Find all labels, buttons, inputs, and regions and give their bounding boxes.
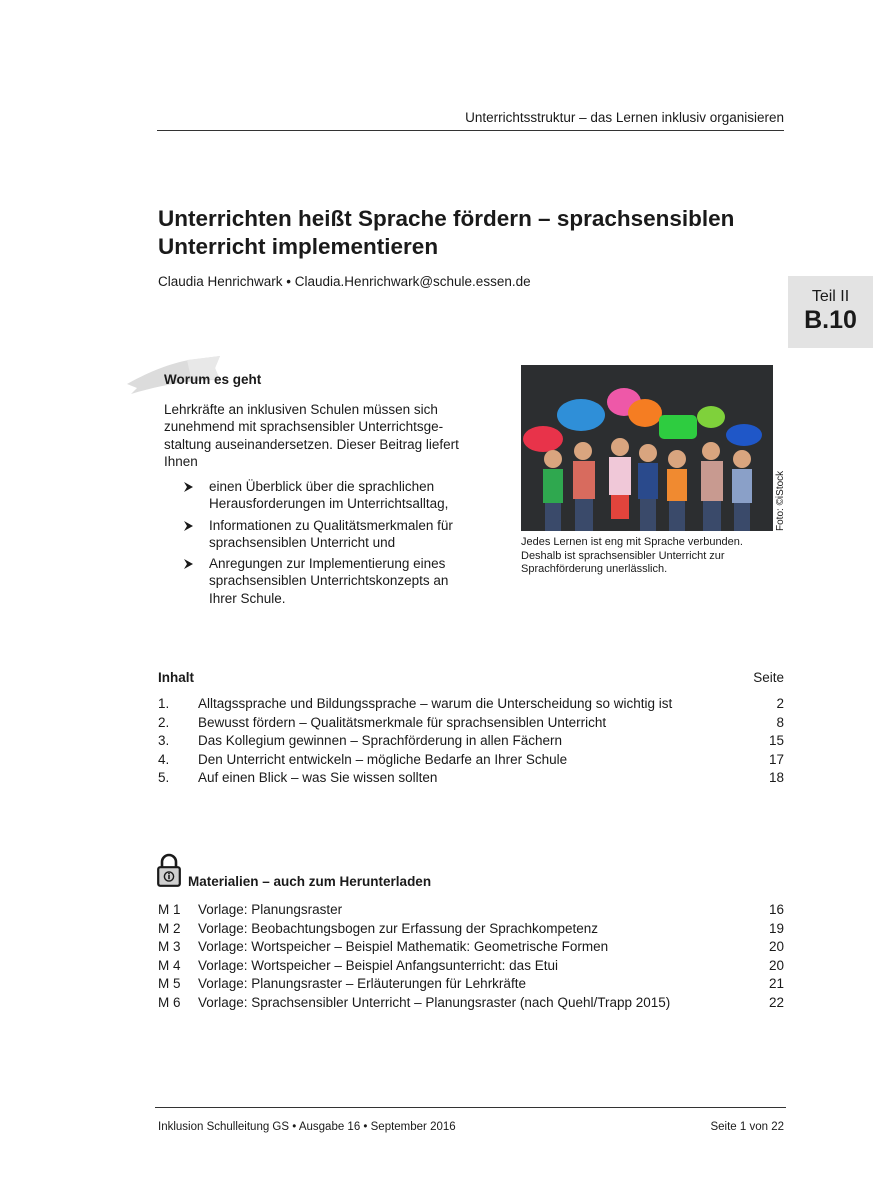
- worum-heading: Worum es geht: [164, 372, 262, 387]
- article-title-line-2: Unterricht implementieren: [158, 234, 439, 259]
- toc-row: [158, 752, 784, 771]
- toc-number: 3.: [158, 733, 170, 748]
- photo-credit: Foto: ©iStock: [775, 470, 786, 531]
- material-number: M 3: [158, 939, 181, 954]
- children-speech-bubbles-photo: [521, 365, 773, 531]
- material-row: [158, 995, 784, 1014]
- material-page: 20: [768, 939, 784, 954]
- toc-page: 18: [768, 770, 784, 785]
- toc-row: [158, 733, 784, 752]
- material-row: [158, 958, 784, 977]
- arrow-bullet-icon: [184, 521, 193, 531]
- toc-title: Alltagssprache und Bildungssprache – warum die Unterscheidung so wichtig ist: [198, 696, 673, 711]
- section-tab-code: B.10: [804, 306, 857, 334]
- material-title: Vorlage: Sprachsensibler Unterricht – Planungsraster (nach Quehl/Trapp 2015): [198, 994, 671, 1010]
- materials-list: [158, 902, 784, 1013]
- material-title: Vorlage: Planungsraster: [198, 902, 343, 917]
- footer-divider: [155, 1107, 786, 1108]
- list-item: [184, 478, 474, 513]
- material-title: Vorlage: Beobachtungsbogen zur Erfassung der Sprachkompetenz: [198, 920, 599, 936]
- contents-heading: Inhalt: [158, 670, 194, 685]
- material-row: [158, 939, 784, 958]
- toc-number: 2.: [158, 714, 170, 730]
- material-page: 20: [768, 957, 784, 973]
- material-row: [158, 921, 784, 940]
- contents-page-label: Seite: [753, 670, 784, 685]
- arrow-bullet-icon: [184, 559, 193, 569]
- intro-paragraph: Lehrkräfte an inklusiven Schulen müssen sich zunehmend mit sprachsensibler Unterrichtsge-staltung auseinandersetzen. Dieser Beitrag liefert Ihnen: [164, 402, 459, 469]
- toc-row: [158, 696, 784, 715]
- material-page: 19: [768, 920, 784, 936]
- toc-title: Auf einen Blick – was Sie wissen sollten: [198, 770, 438, 785]
- toc-number: 1.: [158, 696, 170, 711]
- list-item: [184, 555, 474, 607]
- material-row: [158, 976, 784, 995]
- table-of-contents: [158, 696, 784, 789]
- footer-page-number: Seite 1 von 22: [710, 1121, 784, 1133]
- learning-goals-list: [184, 478, 474, 611]
- list-item: [184, 517, 474, 552]
- toc-row: [158, 715, 784, 734]
- list-item-text: Anregungen zur Implementierung eines sprachsensiblen Unterrichtskonzepts an Ihrer Schule.: [209, 556, 449, 606]
- arrow-bullet-icon: [184, 482, 193, 492]
- list-item-text: Informationen zu Qualitätsmerkmalen für sprachsensiblen Unterricht und: [209, 517, 453, 550]
- material-number: M 5: [158, 976, 181, 991]
- material-number: M 2: [158, 920, 181, 936]
- footer-publication: Inklusion Schulleitung GS • Ausgabe 16 • September 2016: [158, 1121, 456, 1133]
- materials-heading: Materialien – auch zum Herunterladen: [188, 874, 432, 889]
- toc-page: 15: [768, 733, 784, 748]
- toc-title: Das Kollegium gewinnen – Sprachförderung in allen Fächern: [198, 733, 562, 748]
- material-title: Vorlage: Wortspeicher – Beispiel Anfangsunterricht: das Etui: [198, 957, 558, 973]
- running-header: Unterrichtsstruktur – das Lernen inklusiv organisieren: [465, 110, 784, 125]
- photo-illustration: [521, 365, 773, 531]
- toc-title: Den Unterricht entwickeln – mögliche Bedarfe an Ihrer Schule: [198, 751, 568, 767]
- material-page: 21: [768, 976, 784, 991]
- toc-page: 17: [768, 751, 784, 767]
- material-page: 22: [768, 994, 784, 1010]
- section-tab-label: Teil II: [811, 288, 850, 305]
- material-number: M 6: [158, 994, 181, 1010]
- material-page: 16: [768, 902, 784, 917]
- lock-icon: [157, 853, 181, 887]
- toc-title: Bewusst fördern – Qualitätsmerkmale für sprachsensiblen Unterricht: [198, 714, 607, 730]
- material-title: Vorlage: Wortspeicher – Beispiel Mathematik: Geometrische Formen: [198, 939, 609, 954]
- material-row: [158, 902, 784, 921]
- section-tab: [788, 276, 873, 348]
- article-title-line-1: Unterrichten heißt Sprache fördern – sprachsensiblen: [158, 206, 735, 231]
- photo-caption: Jedes Lernen ist eng mit Sprache verbunden. Deshalb ist sprachsensibler Unterricht zur Sprachförderung unerlässlich.: [521, 536, 743, 575]
- material-number: M 1: [158, 902, 181, 917]
- toc-number: 4.: [158, 751, 170, 767]
- list-item-text: einen Überblick über die sprachlichen Herausforderungen im Unterrichtsalltag,: [209, 479, 449, 512]
- header-divider: [157, 130, 784, 131]
- author-line: Claudia Henrichwark • Claudia.Henrichwark@schule.essen.de: [158, 274, 531, 289]
- toc-row: [158, 770, 784, 789]
- toc-number: 5.: [158, 770, 170, 785]
- material-number: M 4: [158, 957, 181, 973]
- toc-page: 2: [776, 696, 784, 711]
- article-title: [158, 205, 798, 261]
- toc-page: 8: [776, 714, 784, 730]
- material-title: Vorlage: Planungsraster – Erläuterungen für Lehrkräfte: [198, 976, 526, 991]
